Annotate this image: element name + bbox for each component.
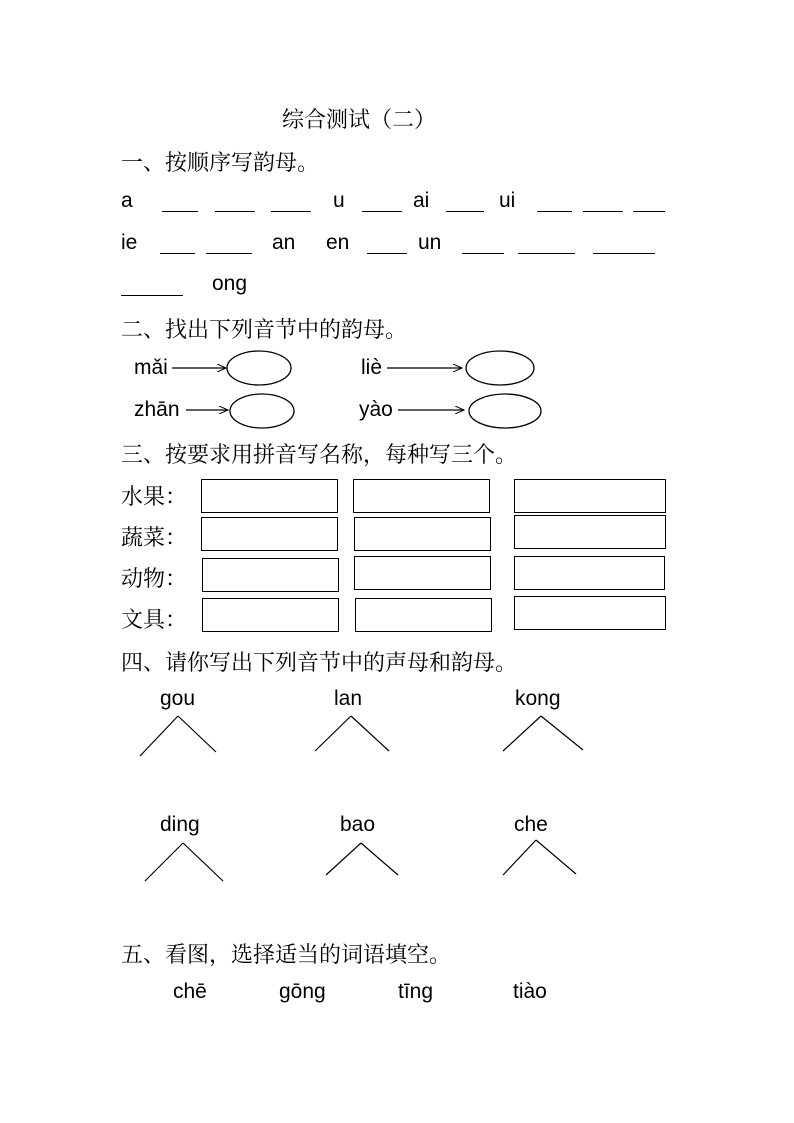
section5-heading: 五、看图，选择适当的词语填空。: [121, 943, 452, 968]
answer-oval[interactable]: [230, 394, 294, 428]
answer-box[interactable]: [201, 517, 338, 551]
syllable-kong: kong: [515, 687, 561, 710]
finals-an: an: [272, 231, 296, 254]
answer-box[interactable]: [202, 558, 339, 592]
syllable-mai: mǎi: [134, 356, 168, 379]
answer-box[interactable]: [353, 479, 490, 513]
section4-heading: 四、请你写出下列音节中的声母和韵母。: [121, 651, 518, 676]
word-option-che: chē: [173, 980, 207, 1003]
word-option-tiao: tiào: [513, 980, 547, 1003]
answer-box[interactable]: [514, 596, 666, 630]
answer-oval[interactable]: [227, 351, 291, 385]
answer-oval[interactable]: [466, 351, 534, 385]
finals-a: a: [121, 189, 133, 212]
syllable-lie: liè: [361, 356, 383, 379]
answer-box[interactable]: [201, 479, 338, 513]
answer-box[interactable]: [514, 479, 666, 513]
section1-heading: 一、按顺序写韵母。: [121, 151, 320, 176]
category-fruit: 水果：: [121, 485, 188, 510]
finals-ong: ong: [212, 272, 248, 295]
section2-heading: 二、找出下列音节中的韵母。: [121, 318, 408, 343]
finals-en: en: [326, 231, 350, 254]
word-option-gong: gōng: [279, 980, 326, 1003]
category-vegetable: 蔬菜：: [121, 526, 188, 551]
syllable-che: che: [514, 813, 548, 836]
syllable-zhan: zhān: [134, 398, 180, 421]
answer-box[interactable]: [514, 515, 666, 549]
finals-ai: ai: [413, 189, 430, 212]
answer-box[interactable]: [514, 556, 665, 590]
syllable-yao: yào: [359, 398, 393, 421]
answer-box[interactable]: [354, 556, 491, 590]
category-stationery: 文具：: [121, 608, 188, 633]
syllable-ding: ding: [160, 813, 200, 836]
syllable-gou: gou: [160, 687, 196, 710]
split-lines: [140, 716, 583, 881]
answer-box[interactable]: [355, 598, 492, 632]
answer-box[interactable]: [202, 598, 339, 632]
section3-heading: 三、按要求用拼音写名称，每种写三个。: [121, 443, 518, 468]
category-animal: 动物：: [121, 567, 188, 592]
answer-oval[interactable]: [469, 394, 541, 428]
word-option-ting: tīng: [398, 980, 434, 1003]
finals-un: un: [418, 231, 442, 254]
finals-u: u: [333, 189, 345, 212]
syllable-bao: bao: [340, 813, 376, 836]
page-title: 综合测试（二）: [282, 108, 437, 133]
finals-ie: ie: [121, 231, 138, 254]
answer-box[interactable]: [354, 517, 491, 551]
finals-ui: ui: [499, 189, 516, 212]
syllable-lan: lan: [334, 687, 363, 710]
